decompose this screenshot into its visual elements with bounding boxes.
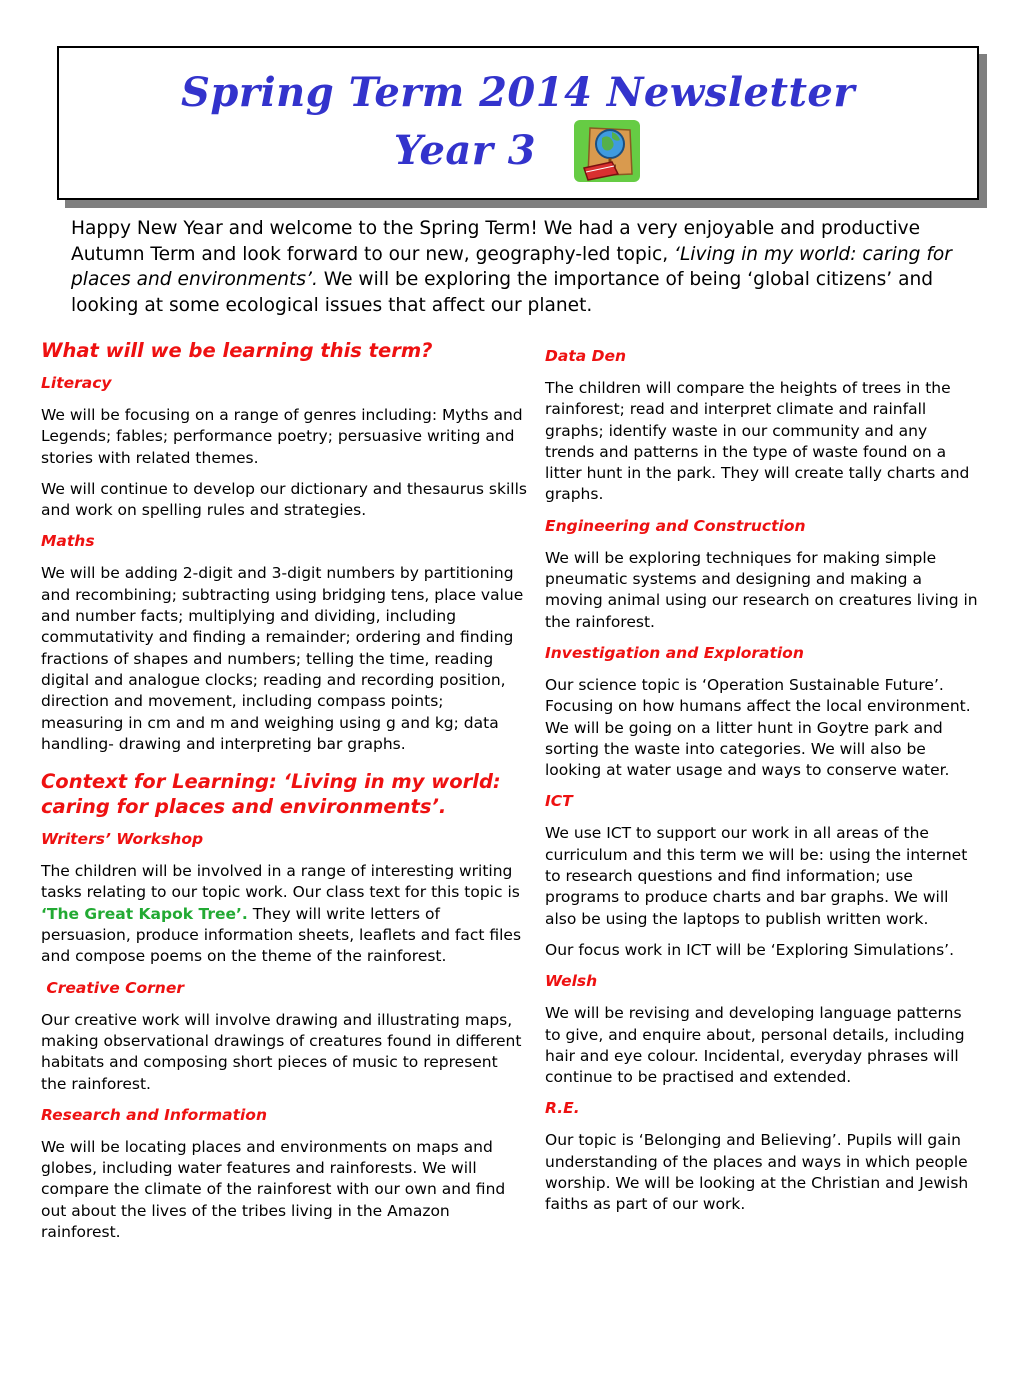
- data-den-heading: Data Den: [545, 347, 627, 365]
- welsh-text: We will be revising and developing language patterns to give, and enquire about, personal details, including hair and eye colour. Incidental, everyday phrases will continue to be practised and extended.: [545, 1004, 965, 1087]
- engineering-heading: Engineering and Construction: [545, 516, 806, 535]
- maths-text: We will be adding 2-digit and 3-digit numbers by partitioning and recombining; subtracting using bridging tens, place value and number facts; multiplying and dividing, including commutativity and finding a remainder; ordering and finding fractions of shapes and numbers; telling the time, reading digital and analogue clocks; reading and recording position, direction and movement, including compass points; measuring in cm and m and weighing using g and kg; data handling- drawing and interpreting bar graphs.: [41, 564, 524, 753]
- writers-heading: Writers’ Workshop: [41, 830, 204, 849]
- newsletter-title: Spring Term 2014 Newsletter: [181, 69, 855, 116]
- research-text: We will be locating places and environments on maps and globes, including water features and rainforests. We will compare the climate of the rainforest with our own and find out about the lives of the tribes living in the Amazon rainforest.: [41, 1137, 506, 1242]
- re-text: Our topic is ‘Belonging and Believing’. Pupils will gain understanding of the places and ways in which people worship. We will be looking at the Christian and Jewish faiths as part of our work.: [545, 1131, 969, 1214]
- welsh-heading: Welsh: [545, 972, 598, 991]
- ict-text-2: Our focus work in ICT will be ‘Exploring Simulations’.: [545, 940, 955, 959]
- ict-heading: ICT: [545, 792, 573, 811]
- right-column: [545, 346, 979, 1226]
- learning-heading: What will we be learning this term?: [41, 339, 433, 362]
- investigation-heading: Investigation and Exploration: [545, 643, 804, 662]
- year-title: Year 3: [393, 127, 537, 174]
- left-column: [41, 338, 527, 1253]
- topic-title: ‘Living in my world: caring for places and environments’.: [71, 243, 952, 290]
- title-box: [57, 46, 979, 200]
- writers-text-a: The children will be involved in a range of interesting writing tasks relating to our topic work. Our class text for this topic is: [41, 862, 520, 902]
- engineering-text: We will be exploring techniques for making simple pneumatic systems and designing and making a moving animal using our research on creatures living in the rainforest.: [545, 548, 978, 631]
- re-heading: R.E.: [545, 1099, 580, 1118]
- book-title: ‘The Great Kapok Tree’.: [41, 904, 248, 923]
- literacy-text-2: We will continue to develop our dictionary and thesaurus skills and work on spelling rules and strategies.: [41, 479, 527, 520]
- intro-text-1: Happy New Year and welcome to the Spring Term! We had a very enjoyable and productive Autumn Term and look forward to our new, geography-led topic,: [71, 218, 921, 265]
- globe-book-icon: [572, 118, 642, 184]
- ict-text-1: We use ICT to support our work in all areas of the curriculum and this term we will be: using the internet to research questions and find information; use programs to produce charts and bar graphs. We will also be using the laptops to publish written work.: [545, 824, 968, 928]
- literacy-text-1: We will be focusing on a range of genres including: Myths and Legends; fables; performance poetry; persuasive writing and stories with related themes.: [41, 406, 523, 467]
- literacy-heading: Literacy: [41, 374, 112, 392]
- creative-text: Our creative work will involve drawing and illustrating maps, making observational drawings of creatures found in different habitats and composing short pieces of music to represent the rainforest.: [41, 1010, 522, 1093]
- research-heading: Research and Information: [41, 1105, 267, 1124]
- data-den-text: The children will compare the heights of trees in the rainforest; read and interpret climate and rainfall graphs; identify waste in our community and any trends and patterns in the type of waste found on a litter hunt in the park. They will create tally charts and graphs.: [545, 379, 970, 504]
- context-heading: Context for Learning: ‘Living in my world: caring for places and environments’.: [41, 770, 501, 819]
- intro-paragraph: [71, 216, 971, 318]
- intro-text-2: We will be exploring the importance of being ‘global citizens’ and looking at some ecological issues that affect our planet.: [71, 269, 934, 316]
- writers-text: [41, 861, 527, 967]
- writers-text-b: They will write letters of persuasion, produce information sheets, leaflets and fact files and compose poems on the theme of the rainforest.: [41, 904, 522, 966]
- creative-heading: Creative Corner: [41, 978, 184, 997]
- year-title-row: [394, 118, 642, 184]
- investigation-text: Our science topic is ‘Operation Sustainable Future’. Focusing on how humans affect the local environment. We will be going on a litter hunt in Goytre park and sorting the waste into categories. We will also be looking at water usage and ways to conserve water.: [545, 675, 971, 780]
- maths-heading: Maths: [41, 532, 95, 551]
